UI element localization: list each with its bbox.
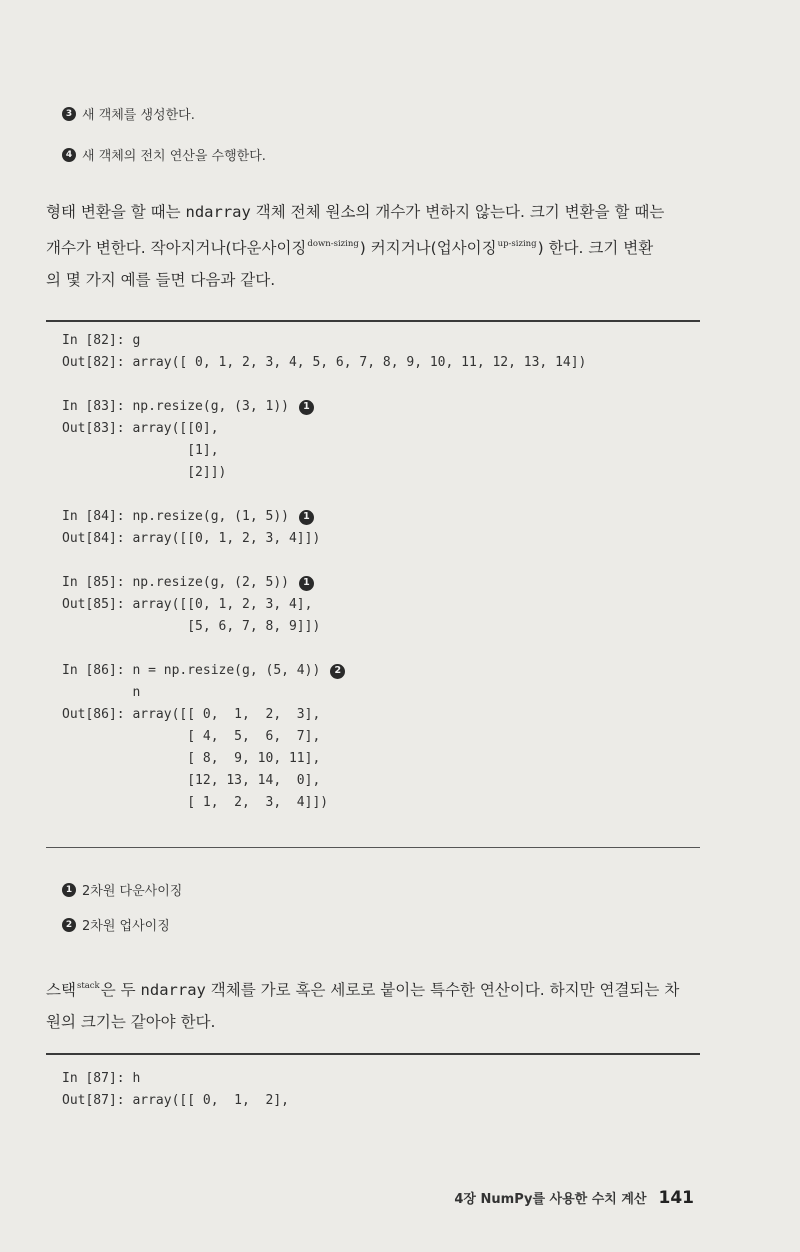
code-text: In [84]: np.resize(g, (1, 5)) — [62, 509, 289, 524]
code-blank-line — [62, 374, 586, 396]
text-span: 객체를 가로 혹은 세로로 붙이는 특수한 연산이다. 하지만 연결되는 차 — [205, 981, 680, 999]
text-span: ) 커지거나(업사이징 — [359, 239, 497, 257]
paragraph-line — [46, 970, 706, 1006]
circled-number-3: 3 — [62, 107, 76, 121]
code-line — [62, 1090, 289, 1112]
english-term: down-sizing — [307, 239, 359, 249]
circled-number-2: 2 — [330, 664, 345, 679]
code-line — [62, 726, 586, 748]
code-blank-line — [62, 484, 586, 506]
code-text: In [82]: g — [62, 333, 141, 348]
note-3 — [62, 104, 195, 123]
paragraph-line — [46, 228, 706, 264]
code-text: Out[83]: array([[0], — [62, 421, 219, 436]
code-line — [62, 352, 586, 374]
note-text: 2차원 업사이징 — [82, 919, 170, 934]
code-text: [12, 13, 14, 0], — [62, 773, 321, 788]
code-text: Out[84]: array([[0, 1, 2, 3, 4]]) — [62, 531, 321, 546]
code-text: [ 8, 9, 10, 11], — [62, 751, 321, 766]
code-line — [62, 1068, 289, 1090]
code-line — [62, 770, 586, 792]
inline-code: ndarray — [185, 203, 251, 221]
page-footer — [454, 1188, 694, 1208]
code-text: Out[85]: array([[0, 1, 2, 3, 4], — [62, 597, 313, 612]
note-2 — [62, 915, 170, 934]
code-line — [62, 462, 586, 484]
code-text: [5, 6, 7, 8, 9]]) — [62, 619, 321, 634]
code-line — [62, 396, 586, 418]
circled-number-1: 1 — [299, 510, 314, 525]
english-term: up-sizing — [497, 239, 537, 249]
code-text: Out[82]: array([ 0, 1, 2, 3, 4, 5, 6, 7, 8, 9, 10, 11, 12, 13, 14]) — [62, 355, 587, 370]
paragraph-line — [46, 196, 706, 228]
code-text: In [83]: np.resize(g, (3, 1)) — [62, 399, 289, 414]
inline-code: ndarray — [140, 981, 206, 999]
code-blank-line — [62, 638, 586, 660]
code-bottom-rule — [46, 847, 700, 848]
code-line — [62, 440, 586, 462]
code-text: n — [62, 685, 141, 700]
code-text: [2]]) — [62, 465, 227, 480]
code-text: In [85]: np.resize(g, (2, 5)) — [62, 575, 289, 590]
page-number: 141 — [658, 1188, 694, 1208]
english-term: stack — [76, 981, 100, 991]
note-1 — [62, 880, 182, 899]
code-line — [62, 660, 586, 682]
text-span: ) 한다. 크기 변환 — [537, 239, 654, 257]
circled-number-1: 1 — [299, 576, 314, 591]
text-span: 객체 전체 원소의 개수가 변하지 않는다. 크기 변환을 할 때는 — [250, 203, 665, 221]
code-line — [62, 506, 586, 528]
code-top-rule — [46, 1053, 700, 1055]
paragraph-resize-intro — [46, 196, 706, 296]
note-text: 새 객체의 전치 연산을 수행한다. — [82, 149, 266, 164]
code-line — [62, 682, 586, 704]
text-span: 개수가 변한다. 작아지거나(다운사이징 — [46, 239, 307, 257]
circled-number-1: 1 — [62, 883, 76, 897]
code-line — [62, 704, 586, 726]
note-text: 새 객체를 생성한다. — [82, 108, 195, 123]
code-text: [ 1, 2, 3, 4]]) — [62, 795, 329, 810]
code-line — [62, 330, 586, 352]
code-line — [62, 616, 586, 638]
code-text: Out[87]: array([[ 0, 1, 2], — [62, 1093, 289, 1108]
note-4 — [62, 145, 266, 164]
code-top-rule — [46, 320, 700, 322]
circled-number-4: 4 — [62, 148, 76, 162]
circled-number-1: 1 — [299, 400, 314, 415]
code-line — [62, 528, 586, 550]
code-text: [ 4, 5, 6, 7], — [62, 729, 321, 744]
paragraph-stack-intro — [46, 970, 706, 1038]
code-line — [62, 594, 586, 616]
code-line — [62, 792, 586, 814]
paragraph-line: 의 몇 가지 예를 들면 다음과 같다. — [46, 271, 276, 289]
code-blank-line — [62, 550, 586, 572]
code-block-resize — [62, 330, 586, 814]
text-span: 은 두 — [100, 981, 141, 999]
code-text: In [87]: h — [62, 1071, 141, 1086]
code-line — [62, 748, 586, 770]
code-block-stack — [62, 1068, 289, 1112]
circled-number-2: 2 — [62, 918, 76, 932]
text-span: 스택 — [46, 981, 76, 999]
code-text: [1], — [62, 443, 219, 458]
chapter-title: 4장 NumPy를 사용한 수치 계산 — [454, 1192, 647, 1207]
code-line — [62, 418, 586, 440]
code-line — [62, 572, 586, 594]
note-text: 2차원 다운사이징 — [82, 884, 183, 899]
code-text: In [86]: n = np.resize(g, (5, 4)) — [62, 663, 321, 678]
text-span: 형태 변환을 할 때는 — [46, 203, 186, 221]
paragraph-line: 원의 크기는 같아야 한다. — [46, 1013, 216, 1031]
code-text: Out[86]: array([[ 0, 1, 2, 3], — [62, 707, 321, 722]
